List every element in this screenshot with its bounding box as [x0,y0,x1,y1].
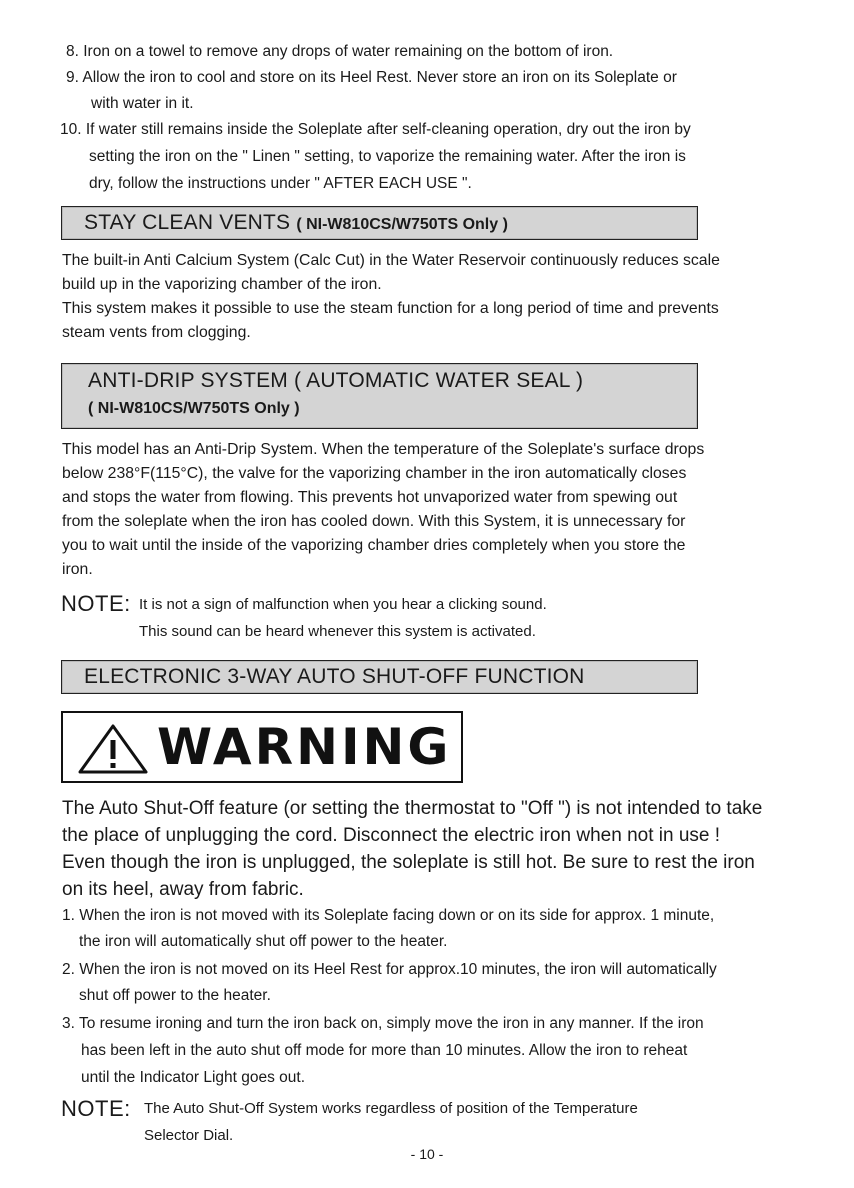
list-text: Allow the iron to cool and store on its Heel Rest. Never store an iron on its Soleplate or [82,69,677,86]
page-number: - 10 - [410,1146,444,1162]
text-line: The Auto Shut-Off feature (or setting the thermostat to "Off ") is not intended to take [62,798,763,819]
text-line: below 238°F(115°C), the valve for the vaporizing chamber in the iron automatically closes [62,465,687,482]
section-heading-stay-clean [61,206,698,240]
heading-subtitle: ( NI-W810CS/W750TS Only ) [296,216,508,233]
note-label: NOTE: [61,1096,131,1121]
text-line: This model has an Anti-Drip System. When the temperature of the Soleplate's surface drops [62,441,705,458]
text-line: Even though the iron is unplugged, the soleplate is still hot. Be sure to rest the iron [62,852,755,873]
list-text-continued: until the Indicator Light goes out. [81,1069,306,1086]
list-item [66,39,613,65]
text-line: and stops the water from flowing. This prevents hot unvaporized water from spewing out [62,489,678,506]
stay-clean-paragraph [62,249,812,345]
warning-label: WARNING [157,718,452,776]
note-text: This sound can be heard whenever this system is activated. [139,623,536,640]
section-heading-auto-shutoff [61,660,698,694]
text-line: iron. [62,561,93,578]
text-line: from the soleplate when the iron has cooled down. With this System, it is unnecessary for [62,513,686,530]
heading-title: ANTI-DRIP SYSTEM ( AUTOMATIC WATER SEAL ) [88,369,584,392]
list-item [60,117,691,143]
list-text-continued: with water in it. [91,95,194,112]
list-text-continued: setting the iron on the " Linen " setting, to vaporize the remaining water. After the iron is [89,148,686,165]
text-line: the place of unplugging the cord. Disconnect the electric iron when not in use ! [62,825,721,846]
text-line: steam vents from clogging. [62,324,251,341]
list-number: 2. [62,961,75,978]
list-number: 3. [62,1015,75,1032]
list-number: 10. [60,121,82,138]
text-line: build up in the vaporizing chamber of the iron. [62,276,382,293]
list-text: When the iron is not moved with its Soleplate facing down or on its side for approx. 1 minute, [79,907,715,924]
list-text-continued: has been left in the auto shut off mode for more than 10 minutes. Allow the iron to reheat [81,1042,688,1059]
list-text-continued: shut off power to the heater. [79,987,271,1004]
warning-triangle-icon [77,723,149,775]
text-line: The built-in Anti Calcium System (Calc Cut) in the Water Reservoir continuously reduces scale [62,252,720,269]
list-text: When the iron is not moved on its Heel Rest for approx.10 minutes, the iron will automatically [79,961,717,978]
list-item [62,957,717,983]
text-line: you to wait until the inside of the vaporizing chamber dries completely when you store the [62,537,686,554]
warning-paragraph [62,795,762,903]
text-line: This system makes it possible to use the steam function for a long period of time and prevents [62,300,719,317]
list-number: 1. [62,907,75,924]
note-text: It is not a sign of malfunction when you hear a clicking sound. [139,596,547,613]
section-heading-anti-drip [61,363,698,429]
list-text: To resume ironing and turn the iron back on, simply move the iron in any manner. If the iron [78,1015,704,1032]
list-item [66,65,677,91]
warning-box [61,711,463,783]
note-label: NOTE: [61,591,131,616]
heading-title: STAY CLEAN VENTS [84,211,291,234]
heading-title: ELECTRONIC 3-WAY AUTO SHUT-OFF FUNCTION [84,665,585,688]
anti-drip-paragraph [62,438,812,582]
list-item [62,1011,704,1037]
note-text: The Auto Shut-Off System works regardless of position of the Temperature [144,1100,638,1117]
note-text: Selector Dial. [144,1127,234,1144]
list-text-continued: dry, follow the instructions under " AFTER EACH USE ". [89,175,472,192]
list-number: 8. [66,43,79,60]
list-text-continued: the iron will automatically shut off power to the heater. [79,933,448,950]
list-text: Iron on a towel to remove any drops of water remaining on the bottom of iron. [83,43,614,60]
list-text: If water still remains inside the Soleplate after self-cleaning operation, dry out the iron by [85,121,691,138]
list-number: 9. [66,69,79,86]
list-item [62,903,714,929]
text-line: on its heel, away from fabric. [62,879,304,900]
heading-subtitle: ( NI-W810CS/W750TS Only ) [88,400,300,417]
